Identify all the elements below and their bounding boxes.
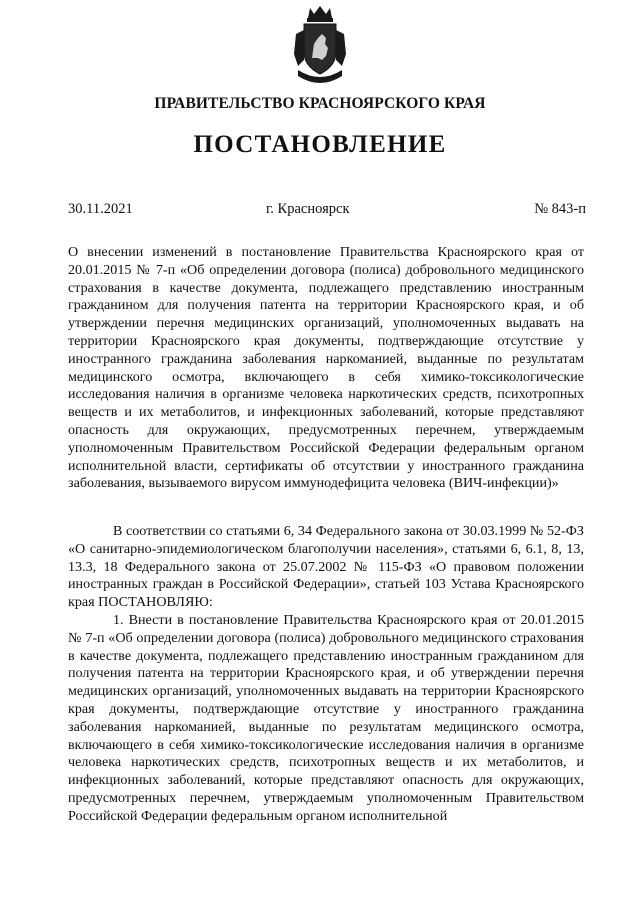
document-number: № 843-п [534, 201, 586, 217]
document-body [68, 523, 584, 826]
coat-of-arms-icon [292, 4, 348, 86]
organization-name: ПРАВИТЕЛЬСТВО КРАСНОЯРСКОГО КРАЯ [154, 95, 486, 112]
title-paragraph: О внесении изменений в постановление Правительства Красноярского края от 20.01.2015 № 7-п «Об определении договора (полиса) добровольного медицинского страхования в качестве документа, подлежащего представлению иностранным гражданином для получения патента на территории Красноярского края, и об утверждении перечня медицинских организаций, уполномоченных выдавать на территории Красноярского края документы, подтверждающие отсутствие у иностранного гражданина заболевания наркоманией, выданные по результатам медицинского осмотра, включающего в себя химико-токсикологические исследования наличия в организме человека наркотических средств, психотропных веществ и их метаболитов, и инфекционных заболеваний, которые представляют опасность для окружающих, предусмотренных перечнем, утверждаемым уполномоченным Правительством Российской Федерации федеральным органом исполнительной власти, сертификаты об отсутствии у иностранного гражданина заболевания, вызываемого вирусом иммунодефицита человека (ВИЧ-инфекции)» [68, 244, 584, 492]
document-title [68, 244, 584, 493]
document-date: 30.11.2021 [68, 201, 133, 217]
document-city: г. Красноярск [266, 201, 350, 217]
item-1-paragraph: 1. Внести в постановление Правительства Красноярского края от 20.01.2015 № 7-п «Об определении договора (полиса) добровольного медицинского страхования в качестве документа, подлежащего представлению иностранным гражданином для получения патента на территории Красноярского края, и об утверждении перечня медицинских организаций, уполномоченных выдавать на территории Красноярского края документы, подтверждающие отсутствие у иностранного гражданина заболевания наркоманией, выданные по результатам медицинского осмотра, включающего в себя химико-токсикологические исследования наличия в организме человека наркотических средств, психотропных веществ и их метаболитов, и инфекционных заболеваний, которые представляют опасность для окружающих, предусмотренных перечнем, утверждаемым уполномоченным Правительством Российской Федерации федеральным органом исполнительной [68, 611, 584, 824]
document-type: ПОСТАНОВЛЕНИЕ [193, 131, 447, 158]
preamble-paragraph: В соответствии со статьями 6, 34 Федерального закона от 30.03.1999 № 52-ФЗ «О санитарно-эпидемиологическом благополучии населения», статьями 6, 6.1, 8, 13, 13.3, 18 Федерального закона от 25.07.2002 № 115-ФЗ «О правовом положении иностранных граждан в Российской Федерации», статьей 103 Устава Красноярского края ПОСТАНОВЛЯЮ: [68, 523, 584, 611]
